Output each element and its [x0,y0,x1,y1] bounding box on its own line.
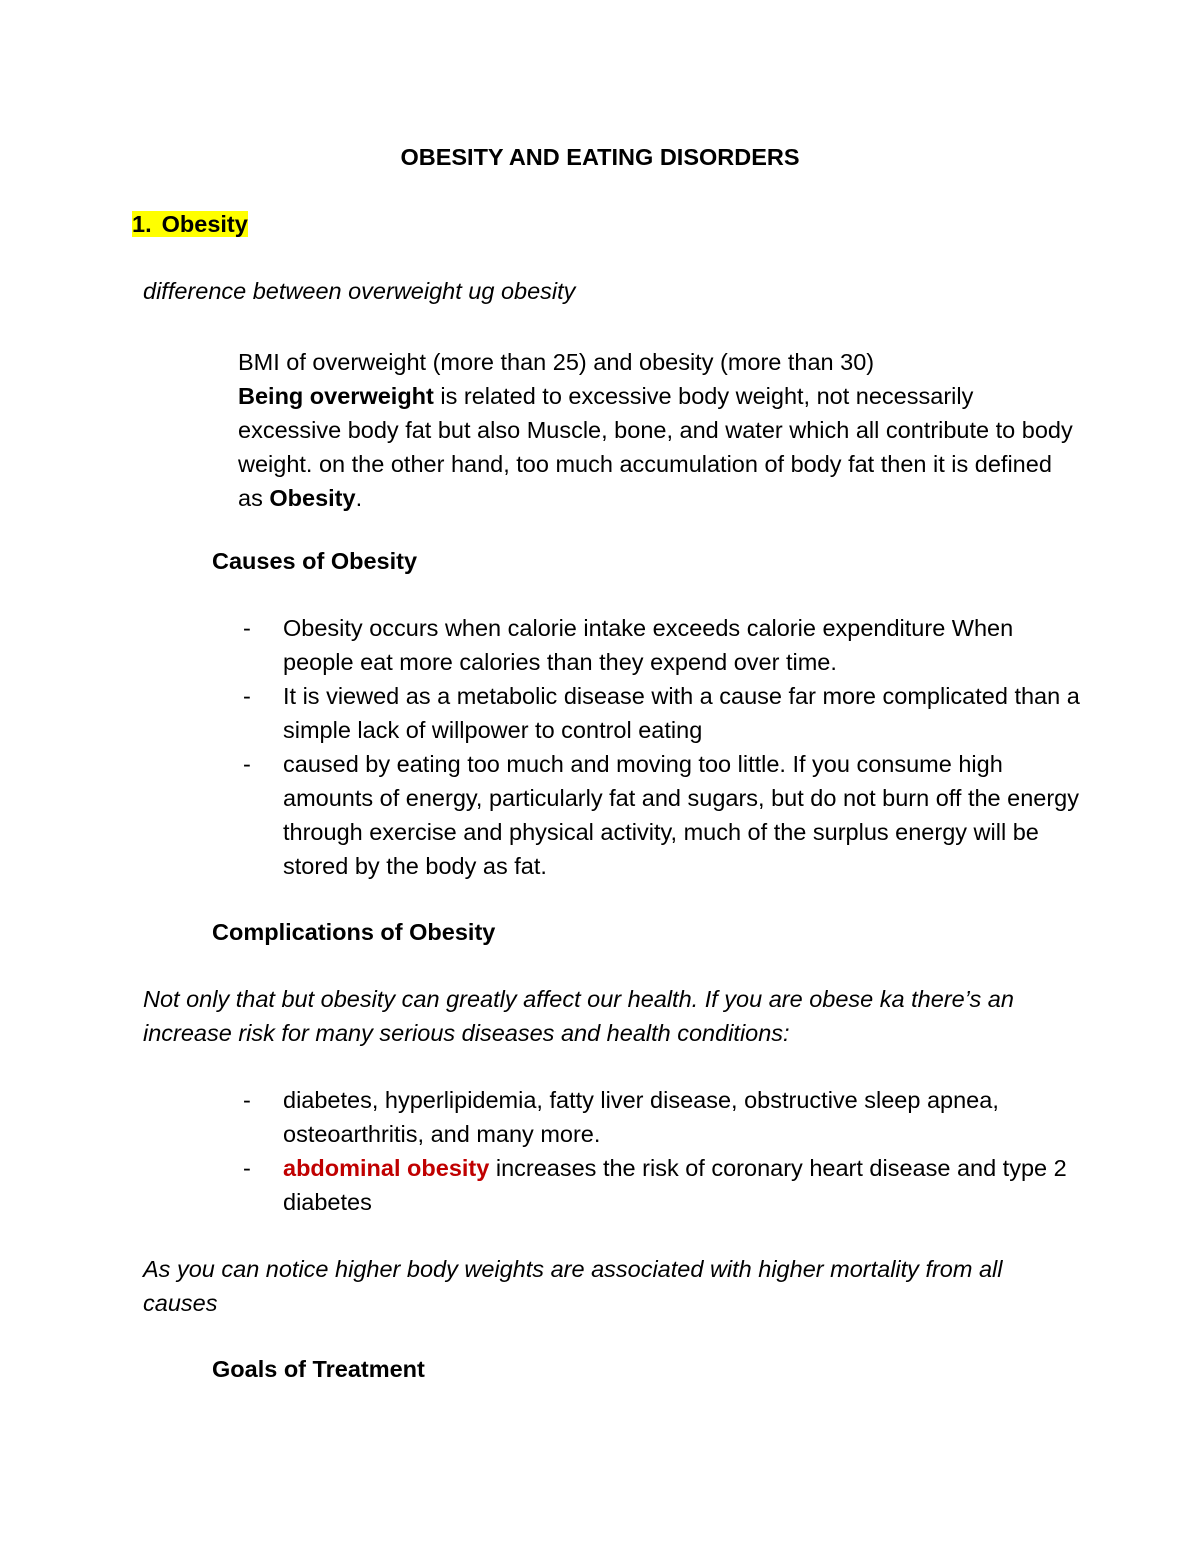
bold-overweight: Being overweight [238,383,434,409]
mortality-note: As you can notice higher body weights are associated with higher mortality from all causes [143,1256,1003,1316]
treatment-heading: Goals of Treatment [212,1356,425,1382]
list-item [243,1151,1083,1219]
definition-end: . [355,485,363,511]
complication-text: increases the risk of coronary heart disease and type 2 diabetes [283,1155,1067,1215]
bullet-dash: - [243,1155,251,1181]
complications-heading: Complications of Obesity [212,919,496,945]
cause-text: caused by eating too much and moving too little. If you consume high amounts of energy, particularly fat and sugars, but do not burn off the energy through exercise and physical activity, much of the surplus energy will be stored by the body as fat. [283,751,1080,879]
cause-text: Obesity occurs when calorie intake exceeds calorie expenditure When people eat more calories than they expend over time. [283,615,1014,675]
bullet-dash: - [243,751,251,777]
overweight-definition [238,379,1078,515]
list-item [243,611,1083,679]
document-title: OBESITY AND EATING DISORDERS [400,144,800,170]
bullet-dash: - [243,1087,251,1113]
section-title: Obesity [161,211,248,237]
definition-text: is related to excessive body weight, not necessarily excessive body fat but also Muscle, bone, and water which all contribute to body weight. on the other hand, too much accumulation of body fat then it is defined as [238,383,1073,511]
section-heading-obesity [132,210,248,238]
definition-paragraph [238,345,1078,515]
bmi-line: BMI of overweight (more than 25) and obesity (more than 30) [238,349,875,375]
complications-list [243,1083,1083,1219]
list-item [243,679,1083,747]
list-item [243,1083,1083,1151]
abdominal-obesity-term: abdominal obesity [283,1155,490,1181]
causes-heading: Causes of Obesity [212,548,418,574]
subtitle: difference between overweight ug obesity [143,278,576,304]
bold-obesity: Obesity [269,485,356,511]
list-item [243,747,1083,883]
complications-intro: Not only that but obesity can greatly affect our health. If you are obese ka there’s an increase risk for many serious diseases and health conditions: [143,986,1014,1046]
section-number: 1. [132,211,152,237]
cause-text: It is viewed as a metabolic disease with a cause far more complicated than a simple lack of willpower to control eating [283,683,1080,743]
bullet-dash: - [243,683,251,709]
highlighted-heading [132,211,248,237]
bullet-dash: - [243,615,251,641]
causes-list [243,611,1083,883]
complication-text: diabetes, hyperlipidemia, fatty liver disease, obstructive sleep apnea, osteoarthritis, and many more. [283,1087,999,1147]
